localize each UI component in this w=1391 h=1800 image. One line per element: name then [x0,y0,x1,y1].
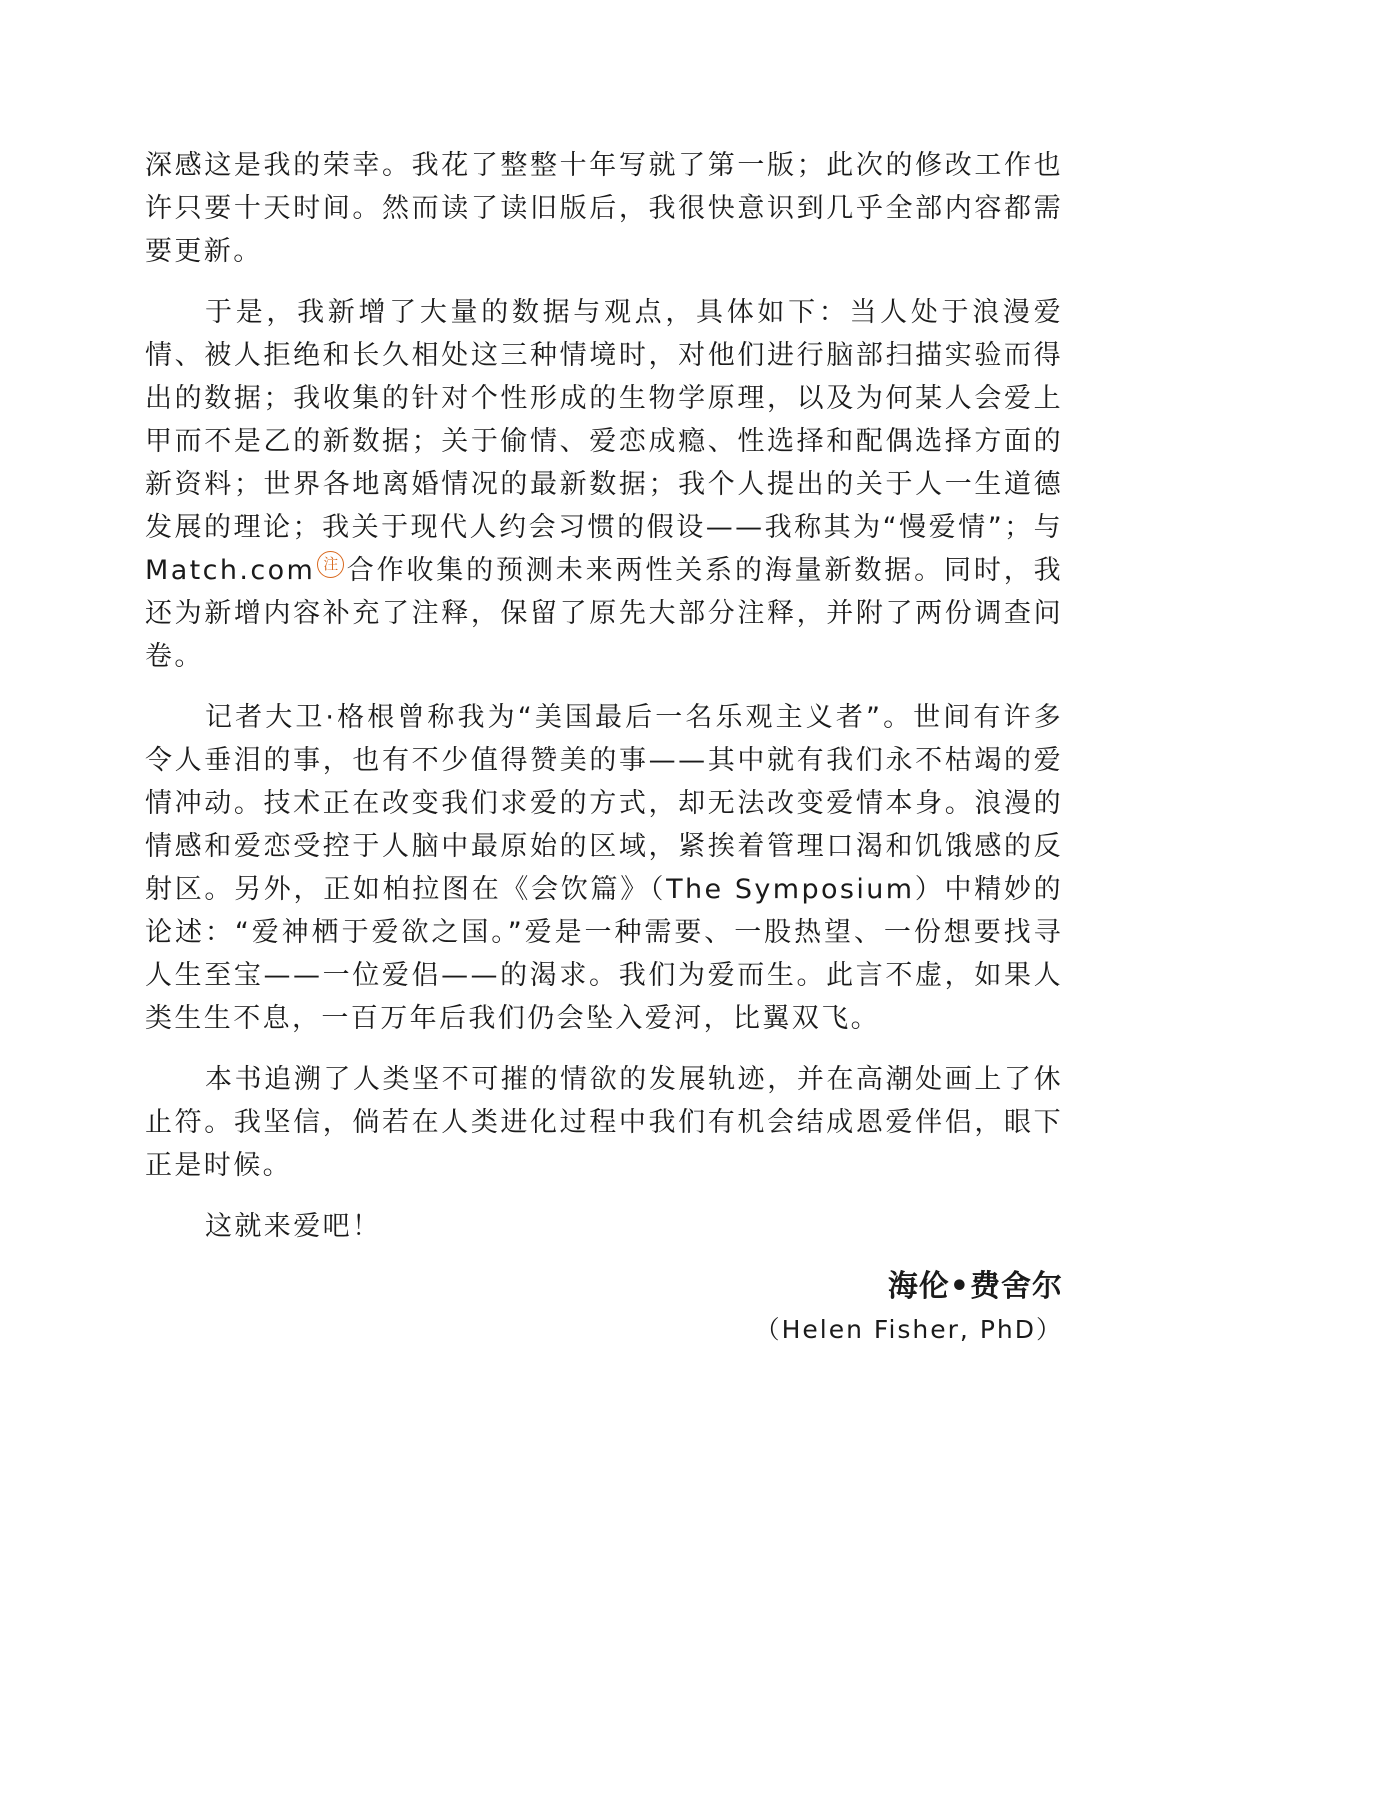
paragraph-revision-honor: 深感这是我的荣幸。我花了整整十年写就了第一版；此次的修改工作也许只要十天时间。然而读了读旧版后，我很快意识到几乎全部内容都需要更新。 [145,150,1063,267]
author-name-chinese: 海伦•费舍尔 [887,1269,1063,1304]
paragraph-optimist: 记者大卫·格根曾称我为“美国最后一名乐观主义者”。世间有许多令人垂泪的事，也有不少值得赞美的事——其中就有我们永不枯竭的爱情冲动。技术正在改变我们求爱的方式，却无法改变爱情本身。浪漫的情感和爱恋受控于人脑中最原始的区域，紧挨着管理口渴和饥饿感的反射区。另外，正如柏拉图在《会饮篇》（The Symposium）中精妙的论述：“爱神栖于爱欲之国。”爱是一种需要、一股热望、一份想要找寻人生至宝——一位爱侣——的渴求。我们为爱而生。此言不虚，如果人类生生不息，一百万年后我们仍会坠入爱河，比翼双飞。 [145,702,1063,1034]
paragraph-new-data [145,291,1063,678]
paragraph-new-data-text-a: 于是，我新增了大量的数据与观点，具体如下：当人处于浪漫爱情、被人拒绝和长久相处这三种情境时，对他们进行脑部扫描实验而得出的数据；我收集的针对个性形成的生物学原理，以及为何某人会爱上甲而不是乙的新数据；关于偷情、爱恋成瘾、性选择和配偶选择方面的新资料；世界各地离婚情况的最新数据；我个人提出的关于人一生道德发展的理论；我关于现代人约会习惯的假设——我称其为“慢爱情”；与Match.com [145,297,1063,586]
document-page [145,144,1063,1344]
paragraph-new-data-text-b: 合作收集的预测未来两性关系的海量新数据。同时，我还为新增内容补充了注释，保留了原先大部分注释，并附了两份调查问卷。 [145,555,1063,672]
paragraph-closing: 这就来爱吧！ [205,1211,382,1242]
author-name-english: （Helen Fisher, PhD） [754,1315,1063,1344]
paragraph-conclusion: 本书追溯了人类坚不可摧的情欲的发展轨迹，并在高潮处画上了休止符。我坚信，倘若在人类进化过程中我们有机会结成恩爱伴侣，眼下正是时候。 [145,1064,1063,1181]
footnote-marker[interactable]: 注 [317,551,344,578]
signature-block [663,1266,1063,1350]
